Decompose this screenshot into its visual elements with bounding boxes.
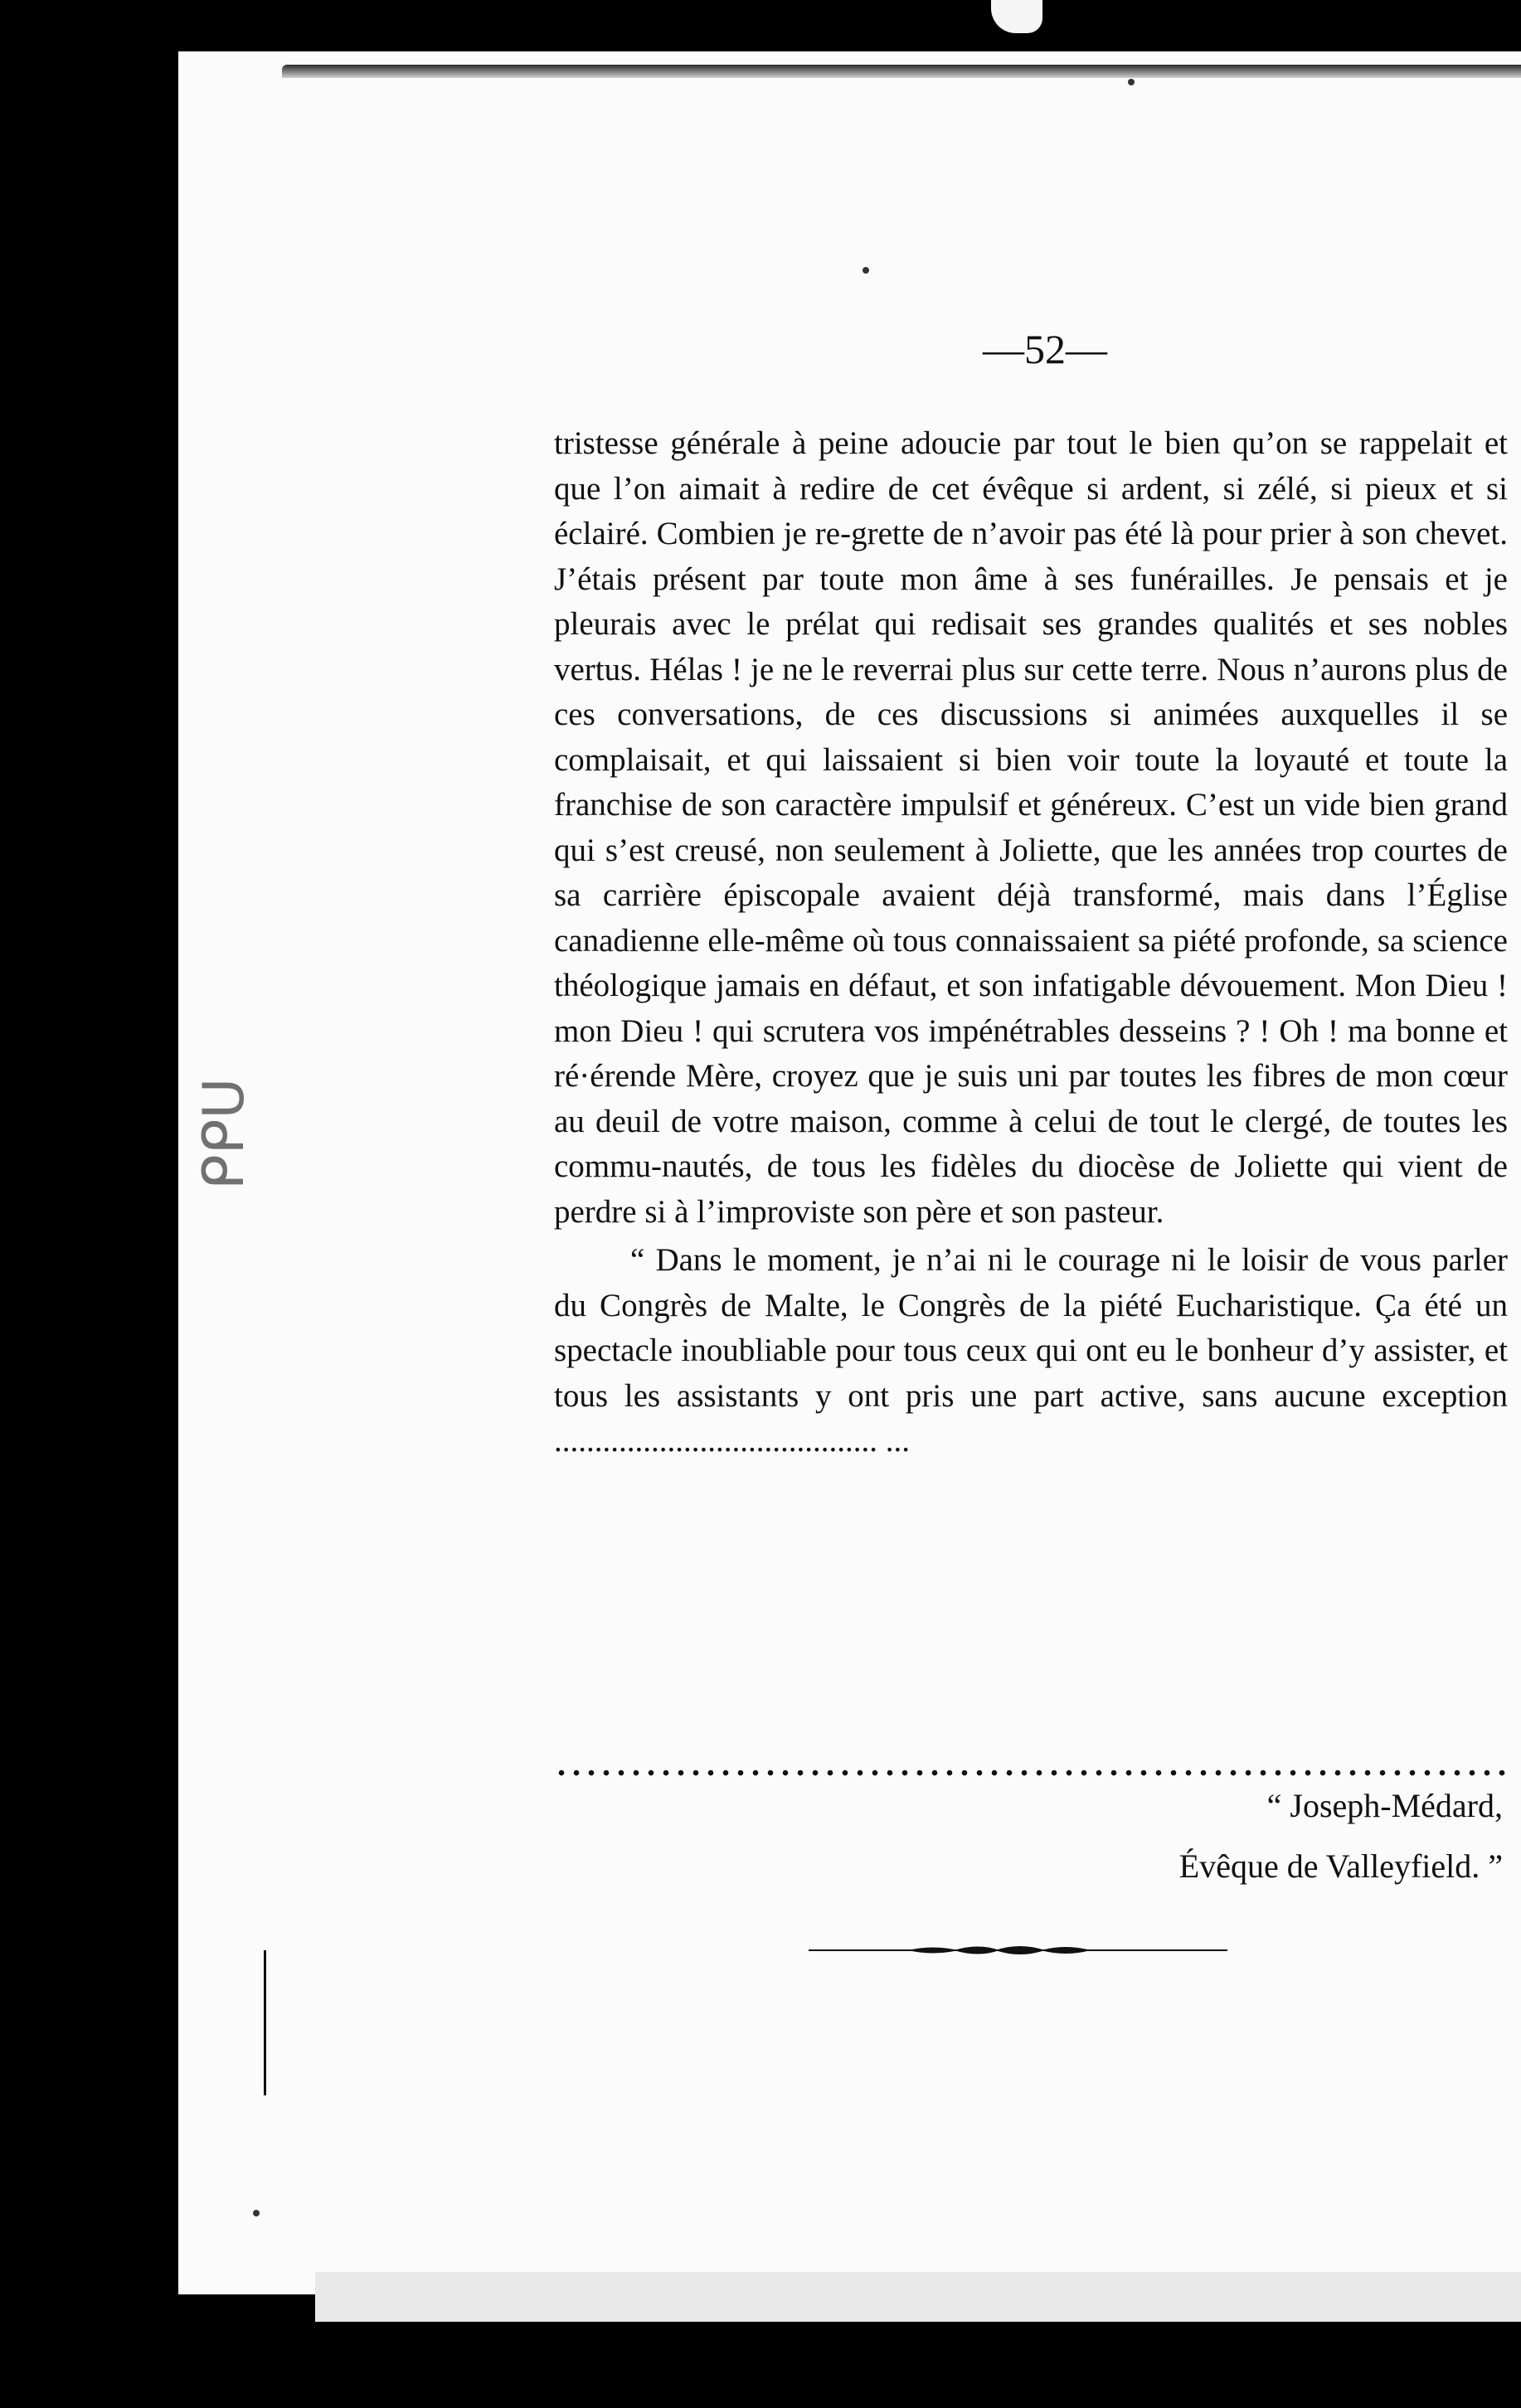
page-top-shadow bbox=[282, 65, 1521, 78]
signature-name: “ Joseph-Médard, bbox=[1266, 1787, 1503, 1824]
speck bbox=[1128, 79, 1135, 85]
paragraph: tristesse générale à peine adoucie par tout le bien qu’on se rappelait et que l’on aimait à redire de cet évêque si ardent, si zélé, si pieux et si éclairé. Combien je re-grette de n’avoir pas été là pour prier à son chevet. J’étais présent par toute mon âme à ses funérailles. Je pensais et je pleurais avec le prélat qui redisait ses grandes qualités et ses nobles vertus. Hélas ! je ne le reverrai plus sur cette terre. Nous n’aurons plus de ces conversations, de ces discussions si animées auxquelles il se complaisait, et qui laissaient si bien voir toute la loyauté et toute la franchise de son caractère impulsif et généreux. C’est un vide bien grand qui s’est creusé, non seulement à Joliette, que les années trop courtes de sa carrière épiscopale avaient déjà transformé, mais dans l’Église canadienne elle-même où tous connaissaient sa piété profonde, sa science théologique jamais en défaut, et son infatigable dévouement. Mon Dieu ! mon Dieu ! qui scrutera vos impénétrables desseins ? ! Oh ! ma bonne et ré·érende Mère, croyez que je suis uni par toutes les fibres de mon cœur au deuil de votre maison, comme à celui de tout le clergé, de toutes les commu-nautés, de tous les fidèles du diocèse de Joliette qui vient de perdre si à l’improviste son père et son pasteur. bbox=[554, 425, 1508, 1230]
page-number: —52— bbox=[983, 326, 1107, 372]
margin-rule bbox=[264, 1950, 266, 2095]
body-text bbox=[554, 421, 1508, 1464]
signature-title: Évêque de Valleyfield. ” bbox=[1178, 1847, 1503, 1885]
speck bbox=[863, 267, 869, 274]
dotted-separator bbox=[554, 1769, 1508, 1777]
margin-stamp: ᑭᑭᑌ bbox=[192, 1077, 255, 1190]
page-bottom-edge bbox=[315, 2272, 1521, 2322]
paragraph: “ Dans le moment, je n’ai ni le courage ni le loisir de vous parler du Congrès de Malte, le Congrès de la piété Eucharistique. Ça été un spectacle inoubliable pour tous ceux qui ont eu le bonheur d’y assister, et tous les assistants y ont pris une part active, sans aucune exception ........................................ ... bbox=[554, 1242, 1508, 1459]
speck bbox=[253, 2210, 260, 2216]
ornament-divider bbox=[809, 1938, 1227, 1963]
